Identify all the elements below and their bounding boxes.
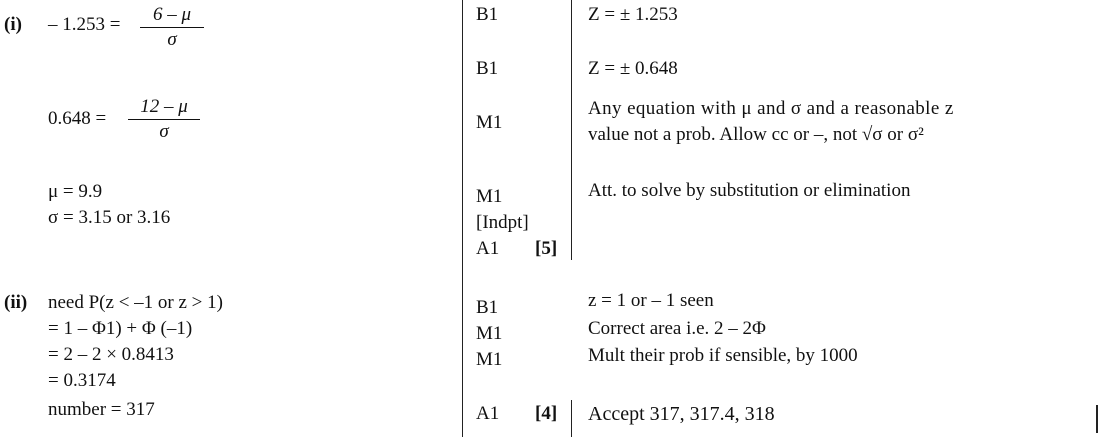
note-ii-2: Correct area i.e. 2 – 2Φ <box>588 318 766 339</box>
eq1-lhs: – 1.253 = <box>48 14 121 35</box>
note-ii-3: Mult their prob if sensible, by 1000 <box>588 345 858 366</box>
part-ii-line-5: number = 317 <box>48 399 155 420</box>
eq1-fraction <box>140 4 204 51</box>
mu-result: μ = 9.9 <box>48 181 103 202</box>
eq1-denominator: σ <box>167 29 177 50</box>
note-i-1: Z = ± 1.253 <box>588 4 678 25</box>
mark-i-1: B1 <box>476 4 499 25</box>
eq1-numerator: 6 – μ <box>152 4 192 25</box>
part-ii-line-3: = 2 – 2 × 0.8413 <box>48 344 174 365</box>
mark-ii-4: A1 <box>476 403 500 424</box>
part-ii-label: (ii) <box>4 292 28 313</box>
eq2-denominator: σ <box>159 121 169 142</box>
eq2-fraction-bar <box>128 119 200 120</box>
note-i-5: Att. to solve by substitution or elimination <box>588 180 911 201</box>
note-ii-1: z = 1 or – 1 seen <box>588 290 714 311</box>
mark-i-indpt: [Indpt] <box>476 212 529 233</box>
mark-i-3: M1 <box>476 112 503 133</box>
mark-i-5: A1 <box>476 238 500 259</box>
eq2-numerator: 12 – μ <box>140 96 188 117</box>
part-ii-line-2: = 1 – Φ1) + Φ (–1) <box>48 318 193 339</box>
note-i-2: Z = ± 0.648 <box>588 58 678 79</box>
eq2-fraction <box>128 96 200 143</box>
mark-i-4: M1 <box>476 186 503 207</box>
divider-right-lower <box>571 400 572 437</box>
mark-i-2: B1 <box>476 58 499 79</box>
note-i-4: value not a prob. Allow cc or –, not √σ or σ² <box>588 124 924 145</box>
divider-right-upper <box>571 0 572 260</box>
total-i: [5] <box>535 238 558 259</box>
eq2-lhs: 0.648 = <box>48 108 107 129</box>
mark-ii-3: M1 <box>476 349 503 370</box>
note-ii-4: Accept 317, 317.4, 318 <box>588 403 775 425</box>
cursor-bar <box>1096 405 1098 433</box>
part-ii-line-4: = 0.3174 <box>48 370 116 391</box>
part-ii-line-1: need P(z < –1 or z > 1) <box>48 292 223 313</box>
mark-ii-2: M1 <box>476 323 503 344</box>
total-ii: [4] <box>535 403 558 424</box>
part-i-label: (i) <box>4 14 22 35</box>
mark-ii-1: B1 <box>476 297 499 318</box>
sigma-result: σ = 3.15 or 3.16 <box>48 207 171 228</box>
divider-left <box>462 0 463 437</box>
note-i-3: Any equation with μ and σ and a reasonable z <box>588 98 954 119</box>
eq1-fraction-bar <box>140 27 204 28</box>
